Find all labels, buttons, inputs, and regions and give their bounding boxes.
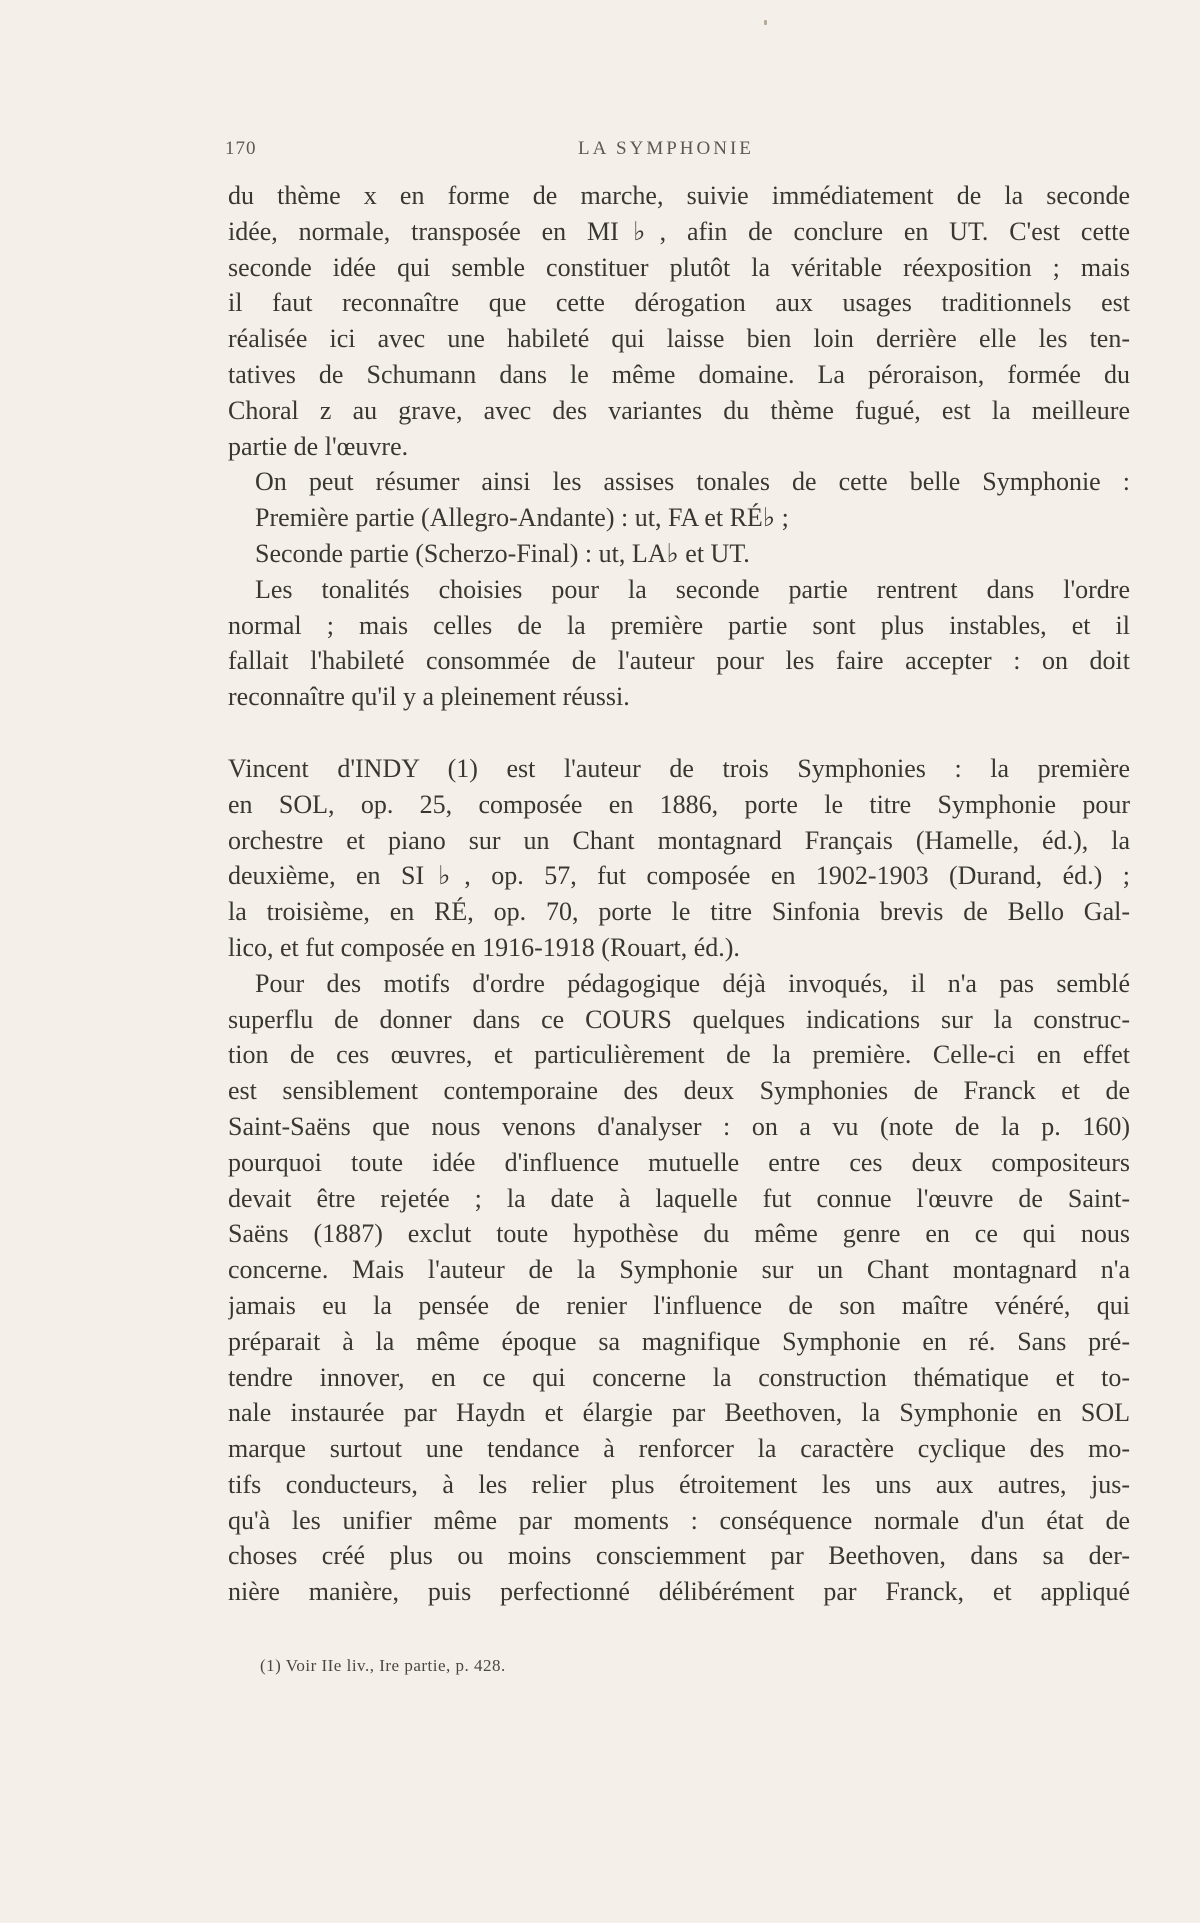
text-line: nale instaurée par Haydn et élargie par Beethoven, la Symphonie en SOL (228, 1398, 1130, 1428)
text-line: normal ; mais celles de la première partie sont plus instables, et il (228, 610, 1130, 640)
paragraph (228, 966, 1130, 1610)
body-text (228, 178, 1130, 1610)
running-header (225, 138, 1110, 162)
text-line: est sensiblement contemporaine des deux Symphonies de Franck et de (228, 1076, 1130, 1106)
text-line: Saëns (1887) exclut toute hypothèse du même genre en ce qui nous (228, 1219, 1130, 1249)
text-line: devait être rejetée ; la date à laquelle fut connue l'œuvre de Saint- (228, 1183, 1130, 1213)
running-title: LA SYMPHONIE (578, 138, 754, 159)
paragraph (228, 178, 1130, 464)
footnote: (1) Voir IIe liv., Ire partie, p. 428. (260, 1656, 506, 1675)
text-line: partie de l'œuvre. (228, 431, 409, 461)
text-line: seconde idée qui semble constituer plutôt la véritable réexposition ; mais (228, 252, 1130, 282)
text-line: Choral z au grave, avec des variantes du thème fugué, est la meilleure (228, 395, 1130, 425)
section-gap (228, 715, 1130, 751)
text-line: pourquoi toute idée d'influence mutuelle entre ces deux compositeurs (228, 1147, 1130, 1177)
text-line: tendre innover, en ce qui concerne la construction thématique et to- (228, 1362, 1130, 1392)
text-line: réalisée ici avec une habileté qui laisse bien loin derrière elle les ten- (228, 324, 1130, 354)
text-line: préparait à la même époque sa magnifique Symphonie en ré. Sans pré- (228, 1326, 1130, 1356)
text-line: en SOL, op. 25, composée en 1886, porte le titre Symphonie pour (228, 789, 1130, 819)
text-line: idée, normale, transposée en MI♭, afin de conclure en UT. C'est cette (228, 216, 1130, 246)
text-line: Seconde partie (Scherzo-Final) : ut, LA♭ et UT. (255, 538, 750, 568)
text-line: orchestre et piano sur un Chant montagnard Français (Hamelle, éd.), la (228, 825, 1130, 855)
text-line: du thème x en forme de marche, suivie immédiatement de la seconde (228, 181, 1130, 210)
text-line: concerne. Mais l'auteur de la Symphonie sur un Chant montagnard n'a (228, 1255, 1130, 1285)
text-line: choses créé plus ou moins consciemment par Beethoven, dans sa der- (228, 1541, 1130, 1571)
paragraph (228, 751, 1130, 966)
text-line: Les tonalités choisies pour la seconde partie rentrent dans l'ordre (255, 574, 1130, 604)
text-line: jamais eu la pensée de renier l'influence de son maître vénéré, qui (228, 1290, 1130, 1320)
text-line: reconnaître qu'il y a pleinement réussi. (228, 682, 630, 712)
text-line: il faut reconnaître que cette dérogation aux usages traditionnels est (228, 288, 1130, 318)
page-number: 170 (225, 138, 257, 159)
paragraph (228, 464, 1130, 571)
text-line: superflu de donner dans ce COURS quelques indications sur la construc- (228, 1004, 1130, 1034)
text-line: tion de ces œuvres, et particulièrement de la première. Celle-ci en effet (228, 1040, 1130, 1070)
paragraph (228, 572, 1130, 715)
text-line: tatives de Schumann dans le même domaine. La péroraison, formée du (228, 359, 1130, 389)
text-line: Première partie (Allegro-Andante) : ut, FA et RÉ♭ ; (255, 503, 789, 533)
text-line: fallait l'habileté consommée de l'auteur pour les faire accepter : on doit (228, 646, 1130, 676)
text-line: On peut résumer ainsi les assises tonales de cette belle Symphonie : (255, 467, 1130, 497)
text-line: nière manière, puis perfectionné délibérément par Franck, et appliqué (228, 1577, 1130, 1607)
text-line: lico, et fut composée en 1916-1918 (Rouart, éd.). (228, 932, 740, 962)
text-line: marque surtout une tendance à renforcer la caractère cyclique des mo- (228, 1434, 1130, 1464)
text-line: deuxième, en SI♭, op. 57, fut composée en 1902-1903 (Durand, éd.) ; (228, 861, 1130, 891)
text-line: Saint-Saëns que nous venons d'analyser : on a vu (note de la p. 160) (228, 1111, 1130, 1141)
text-line: Pour des motifs d'ordre pédagogique déjà invoqués, il n'a pas semblé (255, 968, 1130, 998)
paper-speck (764, 20, 767, 25)
text-line: qu'à les unifier même par moments : conséquence normale d'un état de (228, 1505, 1130, 1535)
text-line: Vincent d'INDY (1) est l'auteur de trois Symphonies : la première (228, 753, 1130, 783)
text-line: tifs conducteurs, à les relier plus étroitement les uns aux autres, jus- (228, 1469, 1130, 1499)
text-line: la troisième, en RÉ, op. 70, porte le titre Sinfonia brevis de Bello Gal- (228, 897, 1130, 927)
